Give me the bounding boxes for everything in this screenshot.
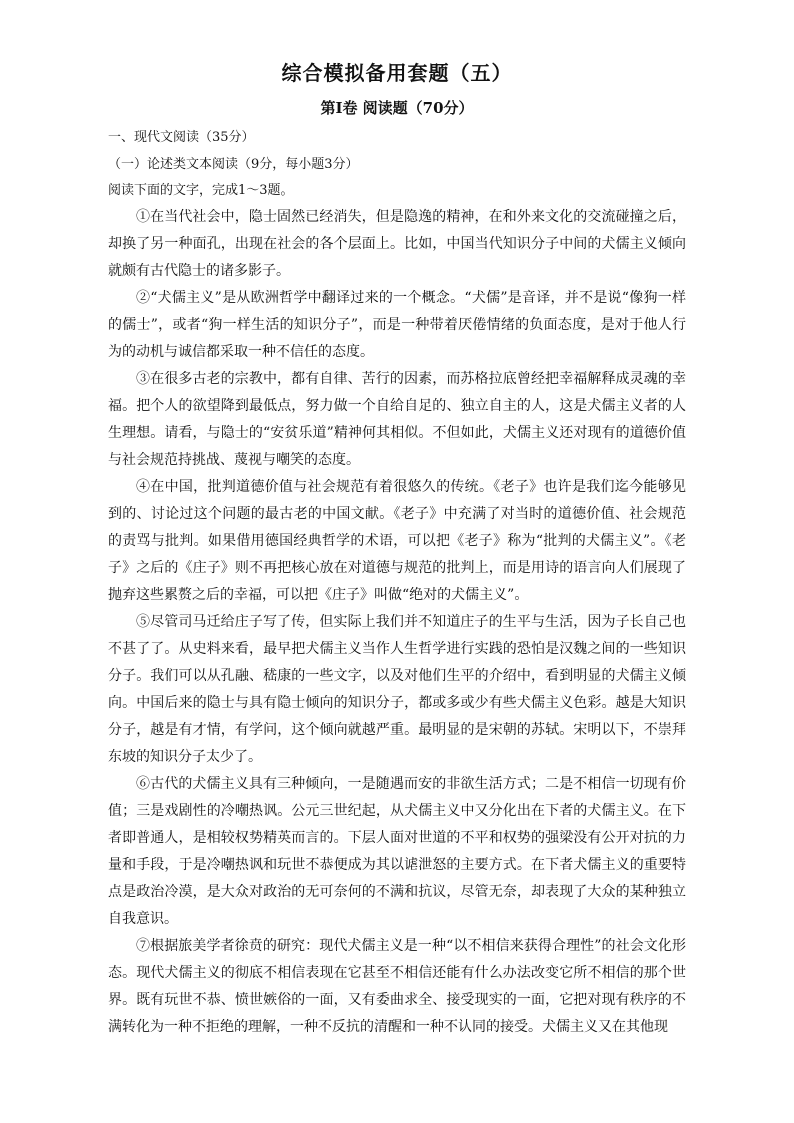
paragraph-2: ②“犬儒主义”是从欧洲哲学中翻译过来的一个概念。“犬儒”是音译，并不是说“像狗一样的儒士”，或者“狗一样生活的知识分子”，而是一种带着厌倦情绪的负面态度，是对于他人行为的动机与诚信都采取一种不信任的态度。 xyxy=(108,290,686,360)
instruction-text: 阅读下面的文字，完成1～3题。 xyxy=(108,183,294,198)
paragraph-3: ③在很多古老的宗教中，都有自律、苦行的因素，而苏格拉底曾经把幸福解释成灵魂的幸福。把个人的欲望降到最低点，努力做一个自给自足的、独立自主的人，这是犬儒主义者的人生理想。请看，与隐士的“安贫乐道”精神何其相似。不但如此，犬儒主义还对现有的道德价值与社会规范持挑战、蔑视与嘲笑的态度。 xyxy=(108,371,686,468)
paragraph-4: ④在中国，批判道德价值与社会规范有着很悠久的传统。《老子》也许是我们迄今能够见到的、讨论过这个问题的最古老的中国文献。《老子》中充满了对当时的道德价值、社会规范的责骂与批判。如果借用德国经典哲学的术语，可以把《老子》称为“批判的犬儒主义”。《老子》之后的《庄子》则不再把核心放在对道德与规范的批判上，而是用诗的语言向人们展现了抛弃这些累赘之后的幸福，可以把《庄子》叫做“绝对的犬儒主义”。 xyxy=(108,479,686,603)
paragraph-1: ①在当代社会中，隐士固然已经消失，但是隐逸的精神，在和外来文化的交流碰撞之后，却换了另一种面孔，出现在社会的各个层面上。比如，中国当代知识分子中间的犬儒主义倾向就颇有古代隐士的诸多影子。 xyxy=(108,209,686,279)
article-body xyxy=(108,204,686,1041)
paragraph-5: ⑤尽管司马迁给庄子写了传，但实际上我们并不知道庄子的生平与生活，因为子长自己也不甚了了。从史料来看，最早把犬儒主义当作人生哲学进行实践的恐怕是汉魏之间的一些知识分子。我们可以从孔融、嵇康的一些文字，以及对他们生平的介绍中，看到明显的犬儒主义倾向。中国后来的隐士与具有隐士倾向的知识分子，都或多或少有些犬儒主义色彩。越是大知识分子，越是有才情，有学问，这个倾向就越严重。最明显的是宋朝的苏轼。宋明以下，不崇拜东坡的知识分子太少了。 xyxy=(108,614,686,765)
page-title: 综合模拟备用套题（五） xyxy=(281,61,513,85)
subsection-heading: （一）论述类文本阅读（9分，每小题3分） xyxy=(108,157,359,172)
paragraph-7: ⑦根据旅美学者徐贲的研究：现代犬儒主义是一种“以不相信来获得合理性”的社会文化形态。现代犬儒主义的彻底不相信表现在它甚至不相信还能有什么办法改变它所不相信的那个世界。既有玩世不恭、愤世嫉俗的一面，又有委曲求全、接受现实的一面，它把对现有秩序的不满转化为一种不拒绝的理解，一种不反抗的清醒和一种不认同的接受。犬儒主义又在其他现 xyxy=(108,938,686,1035)
paragraph-6: ⑥古代的犬儒主义具有三种倾向，一是随遇而安的非欲生活方式；二是不相信一切现有价值；三是戏剧性的冷嘲热讽。公元三世纪起，从犬儒主义中又分化出在下者的犬儒主义。在下者即普通人，是相较权势精英而言的。下层人面对世道的不平和权势的强梁没有公开对抗的力量和手段，于是冷嘲热讽和玩世不恭便成为其以谑泄怒的主要方式。在下者犬儒主义的重要特点是政治冷漠，是大众对政治的无可奈何的不满和抗议，尽管无奈，却表现了大众的某种独立自我意识。 xyxy=(108,776,686,927)
section-heading: 一、现代文阅读（35分） xyxy=(108,130,255,145)
page-subtitle: 第Ⅰ卷 阅读题（70分） xyxy=(320,99,474,117)
